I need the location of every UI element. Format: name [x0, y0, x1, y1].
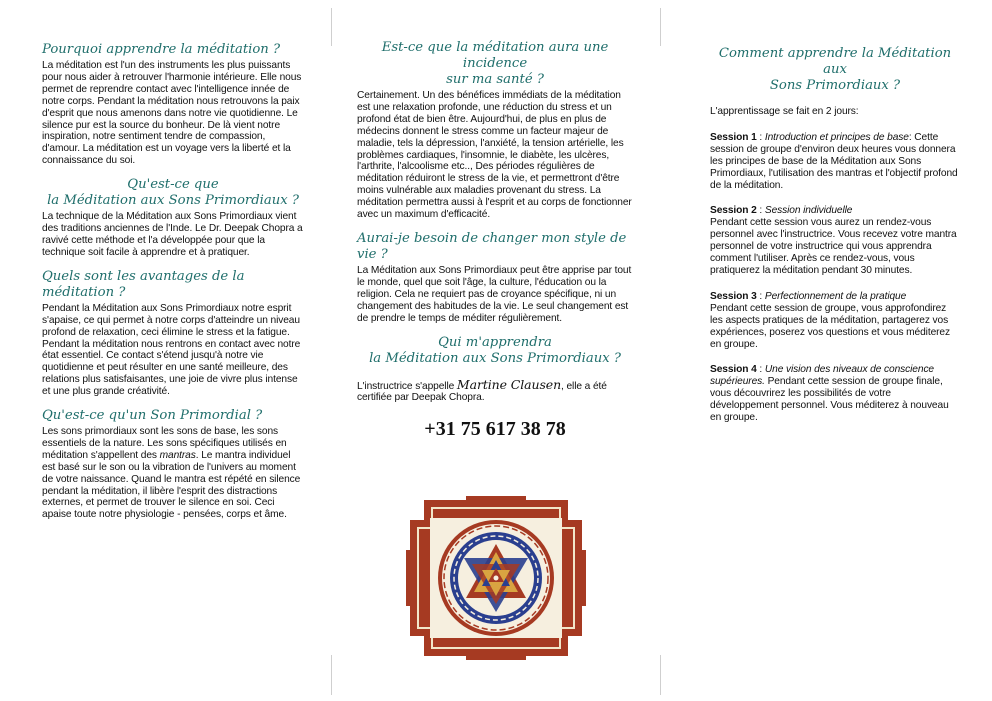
sri-yantra-image: [404, 494, 588, 662]
paragraph-teacher: L'instructrice s'appelle Martine Clausen, elle a été certifiée par Deepak Chopra.: [357, 376, 607, 404]
heading-how-learn-2: Sons Primordiaux ?: [769, 78, 901, 93]
divider-top-left: [331, 8, 332, 46]
heading-lifestyle: Aurai-je besoin de changer mon style de vie ?: [357, 230, 627, 262]
session-2: Session 2 : Session individuelle Pendant cette session vous aurez un rendez-vous personnel avec l'instructrice. Vous recevez votre mantra personnel de votre instructrice qui vous apprendra comment l'utiliser. Après ce rendez-vous, vous pratiquerez la méditation pendant 30 minutes.: [710, 205, 957, 276]
session-1: Session 1 : Introduction et principes de base: Cette session de groupe d'environ deux heures vous donnera les principes de base de la Méditation aux Sons Primordiaux, l'utilisation des mantras et l'objectif profond de la méditation.: [710, 131, 958, 191]
paragraph-health: Certainement. Un des bénéfices immédiats de la méditation est une relaxation profonde, une réduction du stress et un profond état de bien être. Aujourd'hui, de plus en plus de médecins donnent le stress comme un facteur majeur de maladie, tels la dépression, l'anxiété, la tension artérielle, les problèmes cardiaques, l'insomnie, le diabète, les ulcères, l'arthrite, l'alcoolisme etc.., Des périodes régulières de méditation réduiront le stress de la vie, et permettront d'être moins vulnérable aux maladies provenant du stress. La méditation permettra aussi à l'esprit et au corps de fonctionner avec un maximum d'efficacité.: [357, 90, 632, 221]
paragraph-primordial-sound: Les sons primordiaux sont les sons de base, les sons essentiels de la nature. Les sons spécifiques utilisés en méditation s'appellent des mantras. Le mantra individuel est basé sur le son ou la vibration de l'univers au moment de votre naissance. Quand le mantra est répété en silence pendant la méditation, il libère l'esprit des distractions externes, et permet de trouver le silence en soi. Ceci apaise toute notre physiologie - pensées, corps et âme.: [42, 426, 301, 521]
heading-what-is-1: Qu'est-ce que: [127, 177, 219, 193]
teacher-name: Martine Clausen: [456, 376, 562, 392]
divider-bottom-left: [331, 655, 332, 695]
paragraph-what-is: La technique de la Méditation aux Sons Primordiaux vient des traditions anciennes de l'Inde. Le Dr. Deepak Chopra a ravivé cette méthode et l'a développée pour que la technique soit facile à apprendre et à pratiquer.: [42, 211, 303, 258]
heading-how-learn-1: Comment apprendre la Méditation aux: [718, 46, 952, 77]
heading-primordial-sound: Qu'est-ce qu'un Son Primordial ?: [42, 408, 263, 424]
divider-bottom-right: [660, 655, 661, 695]
heading-health-2: sur ma santé ?: [446, 72, 544, 87]
heading-what-is-2: la Méditation aux Sons Primordiaux ?: [47, 193, 299, 209]
paragraph-why-meditate: La méditation est l'un des instruments les plus puissants pour nous aider à retrouver l'harmonie intérieure. Elle nous permet de reprendre contact avec l'intelligence innée de notre corps. Pendant la méditation nous retrouvons la paix d'esprit que nous amenons dans notre vie quotidienne. Le silence pur est la source du bonheur. De là vient notre inspiration, notre sentiment tendre de compassion, d'amour. La méditation est un voyage vers la liberté et la connaissance du soi.: [42, 60, 302, 167]
heading-benefits: Quels sont les avantages de la méditation ?: [42, 268, 245, 300]
column-left: [42, 42, 304, 521]
column-middle: [357, 40, 633, 441]
divider-top-right: [660, 8, 661, 46]
paragraph-lifestyle: La Méditation aux Sons Primordiaux peut être apprise par tout le monde, quel que soit l'âge, la culture, l'éducation ou la religion. Cela ne requiert pas de croyance spécifique, ni un changement des habitudes de la vie. Le seul changement est de prendre le temps de méditer régulièrement.: [357, 264, 632, 324]
column-right: [710, 46, 960, 424]
phone-number: +31 75 617 38 78: [424, 418, 566, 441]
session-4: Session 4 : Une vision des niveaux de conscience supérieures. Pendant cette session de groupe finale, vous découvrirez les possibilités de votre développement personnel. Vous méditerez à nouveau en groupe.: [710, 364, 949, 424]
heading-health-1: Est-ce que la méditation aura une incidence: [381, 40, 609, 71]
paragraph-intro: L'apprentissage se fait en 2 jours:: [710, 106, 859, 117]
session-3: Session 3 : Perfectionnement de la pratique Pendant cette session de groupe, vous approfondirez les aspects pratiques de la méditation, partagerez vos expériences, poserez vos questions et vous méditerez en groupe.: [710, 290, 950, 350]
heading-teacher-1: Qui m'apprendra: [438, 334, 552, 350]
heading-teacher-2: la Méditation aux Sons Primordiaux ?: [369, 350, 621, 366]
heading-why-meditate: Pourquoi apprendre la méditation ?: [42, 42, 281, 57]
paragraph-benefits: Pendant la Méditation aux Sons Primordiaux notre esprit s'apaise, ce qui permet à notre corps d'atteindre un niveau profond de relaxation, ceci élimine le stress et la fatigue. Pendant la méditation nous rentrons en contact avec notre état essentiel. Ce contact s'étend jusqu'à notre vie quotidienne et peut résulter en une santé meilleure, des relations plus satisfaisantes, une joie de vivre plus intense et une plus grande créativité.: [42, 302, 301, 398]
